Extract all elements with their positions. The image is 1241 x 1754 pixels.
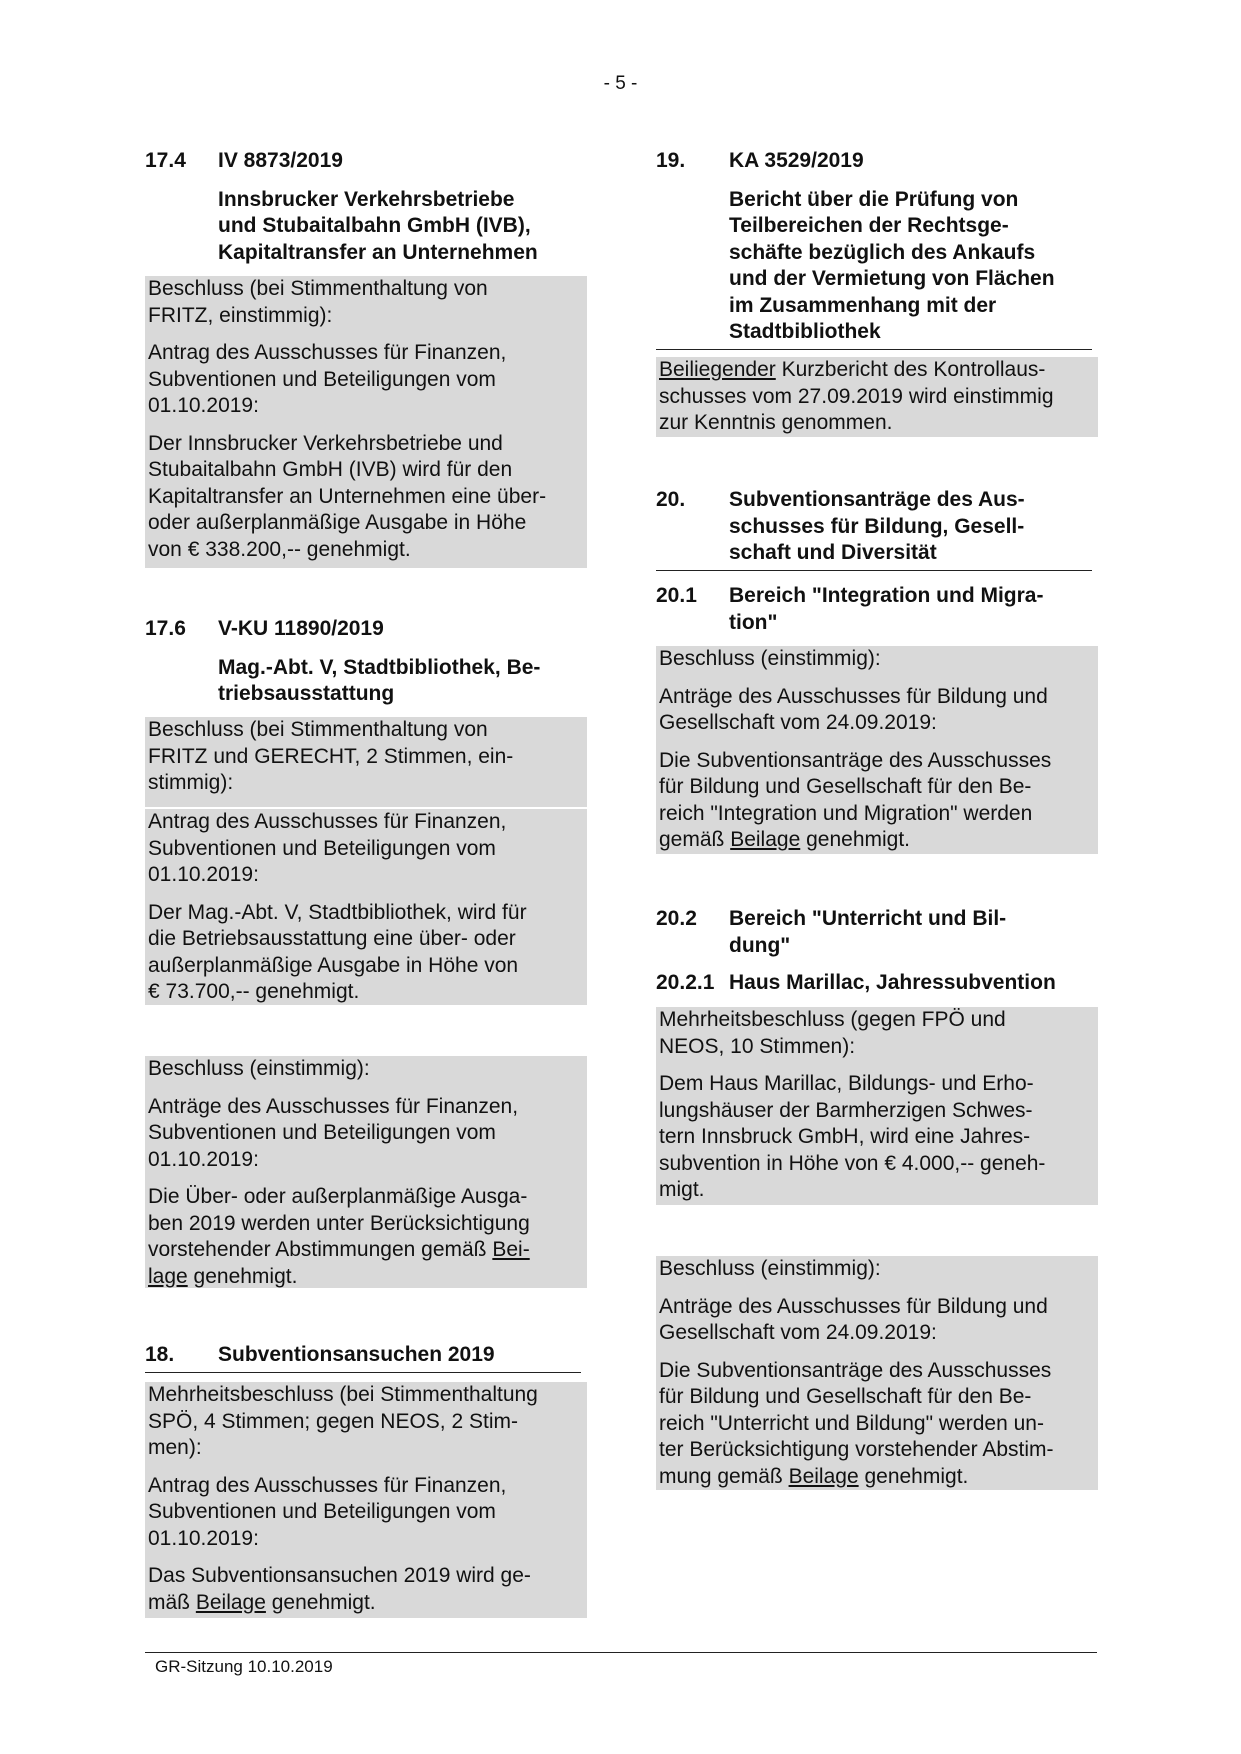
section-17-4 — [145, 148, 587, 266]
decision-text: Beschluss (einstimmig): — [148, 1057, 370, 1080]
section-number: 20.2.1 — [656, 971, 715, 994]
decision-text: Beschluss (einstimmig): — [659, 1257, 881, 1280]
resolution-text: Das Subventionsansuchen 2019 wird ge- mäß Beilage genehmigt. — [148, 1564, 531, 1614]
beilage-link[interactable]: lage — [148, 1264, 188, 1288]
section-19 — [656, 148, 1092, 350]
section-description: Bericht über die Prüfung von Teilbereichen der Rechtsge- schäfte bezüglich des Ankaufs und der Vermietung von Flächen im Zusammenhang mit der Stadtbibliothek — [729, 187, 1055, 343]
section-title: Subventionsansuchen 2019 — [218, 1343, 495, 1366]
motion-text: Antrag des Ausschusses für Finanzen, Subventionen und Beteiligungen vom 01.10.2019: — [148, 810, 507, 886]
section-20-2 — [656, 906, 1092, 959]
resolution-text: Der Mag.-Abt. V, Stadtbibliothek, wird für die Betriebsausstattung eine über- oder außerplanmäßige Ausgabe in Höhe von € 73.700,-- genehmigt. — [148, 900, 527, 1003]
resolution-text: Die Über- oder außerplanmäßige Ausga- ben 2019 werden unter Berücksichtigung vorstehender Abstimmungen gemäß Bei- lage genehmigt. — [148, 1185, 530, 1288]
decision-text: Beschluss (bei Stimmenthaltung von FRITZ, einstimmig): — [148, 277, 488, 327]
decision-text: Mehrheitsbeschluss (bei Stimmenthaltung SPÖ, 4 Stimmen; gegen NEOS, 2 Stim- men): — [148, 1383, 538, 1459]
section-title: KA 3529/2019 — [729, 149, 864, 172]
report-box — [656, 357, 1098, 437]
decision-text: Beschluss (bei Stimmenthaltung von FRITZ und GERECHT, 2 Stimmen, ein- stimmig): — [148, 718, 514, 794]
summary-box — [656, 1256, 1098, 1490]
summary-box — [145, 1056, 587, 1288]
section-20 — [656, 487, 1092, 571]
section-number: 20.1 — [656, 584, 697, 607]
resolution-text: Die Subventionsanträge des Ausschusses für Bildung und Gesellschaft für den Be- reich "Integration und Migration" werden gemäß Beilage genehmigt. — [659, 748, 1052, 851]
motion-text: Anträge des Ausschusses für Finanzen, Subventionen und Beteiligungen vom 01.10.2019: — [148, 1094, 519, 1171]
section-title: Bereich "Integration und Migra- tion" — [729, 584, 1044, 634]
page-footer — [145, 1652, 1097, 1677]
section-title: V-KU 11890/2019 — [218, 617, 384, 640]
report-text: Beiliegender Kurzbericht des Kontrollaus- schusses vom 27.09.2019 wird einstimmig zur Kenntnis genommen. — [659, 358, 1054, 434]
page-number: - 5 - — [603, 73, 638, 94]
decision-box — [145, 717, 587, 807]
section-number: 20. — [656, 488, 686, 511]
motion-text: Antrag des Ausschusses für Finanzen, Subventionen und Beteiligungen vom 01.10.2019: — [148, 341, 507, 417]
motion-text: Anträge des Ausschusses für Bildung und Gesellschaft vom 24.09.2019: — [659, 684, 1048, 734]
beilage-link[interactable]: Bei- — [492, 1238, 530, 1261]
section-header — [656, 970, 1092, 997]
section-20-1 — [656, 583, 1092, 636]
beilage-link[interactable]: Beilage — [788, 1464, 859, 1488]
section-header — [656, 148, 1092, 175]
decision-box — [656, 646, 1098, 854]
section-title: IV 8873/2019 — [218, 149, 343, 172]
section-title: Bereich "Unterricht und Bil- dung" — [729, 907, 1007, 957]
motion-box — [145, 809, 587, 1005]
section-number: 18. — [145, 1343, 175, 1366]
section-number: 20.2 — [656, 907, 697, 930]
footer-text: GR-Sitzung 10.10.2019 — [155, 1657, 333, 1676]
section-header — [656, 583, 1092, 636]
motion-text: Anträge des Ausschusses für Bildung und Gesellschaft vom 24.09.2019: — [659, 1294, 1048, 1344]
section-description: Innsbrucker Verkehrsbetriebe und Stubaitalbahn GmbH (IVB), Kapitaltransfer an Unternehmen — [218, 187, 538, 264]
section-title: Subventionsanträge des Aus- schusses für Bildung, Gesell- schaft und Diversität — [729, 488, 1025, 564]
decision-text: Beschluss (einstimmig): — [659, 647, 881, 670]
beilage-link[interactable]: Beilage — [195, 1590, 266, 1614]
resolution-text: Der Innsbrucker Verkehrsbetriebe und Stubaitalbahn GmbH (IVB) wird für den Kapitaltransfer an Unternehmen eine über- oder außerplanmäßige Ausgabe in Höhe von € 338.200,-- genehmigt. — [148, 431, 547, 561]
resolution-text: Die Subventionsanträge des Ausschusses für Bildung und Gesellschaft für den Be- reich "Unterricht und Bildung" werden un- ter Berücksichtigung vorstehender Abstim- mung gemäß Beilage genehmigt. — [659, 1358, 1054, 1488]
section-header — [145, 148, 587, 175]
section-description: Mag.-Abt. V, Stadtbibliothek, Be- triebsausstattung — [218, 655, 541, 705]
section-number: 19. — [656, 149, 686, 172]
section-18 — [145, 1342, 581, 1373]
decision-text: Mehrheitsbeschluss (gegen FPÖ und NEOS, 10 Stimmen): — [659, 1008, 1006, 1058]
section-20-2-1 — [656, 970, 1092, 997]
resolution-text: Dem Haus Marillac, Bildungs- und Erho- lungshäuser der Barmherzigen Schwes- tern Innsbruck GmbH, wird eine Jahres- subvention in Höhe von € 4.000,-- geneh- migt. — [659, 1072, 1046, 1201]
section-header — [145, 1342, 581, 1369]
motion-text: Antrag des Ausschusses für Finanzen, Subventionen und Beteiligungen vom 01.10.2019: — [148, 1473, 507, 1550]
section-header — [656, 487, 1092, 567]
section-number: 17.4 — [145, 149, 186, 172]
beilage-link[interactable]: Beilage — [730, 828, 801, 851]
decision-box — [145, 1382, 587, 1618]
section-number: 17.6 — [145, 617, 186, 640]
section-header — [656, 906, 1092, 959]
decision-box — [145, 276, 587, 568]
section-header — [145, 616, 587, 643]
beiliegender-link[interactable]: Beiliegender — [659, 358, 776, 381]
section-title: Haus Marillac, Jahressubvention — [729, 971, 1056, 994]
section-17-6 — [145, 616, 587, 708]
decision-box — [656, 1007, 1098, 1205]
